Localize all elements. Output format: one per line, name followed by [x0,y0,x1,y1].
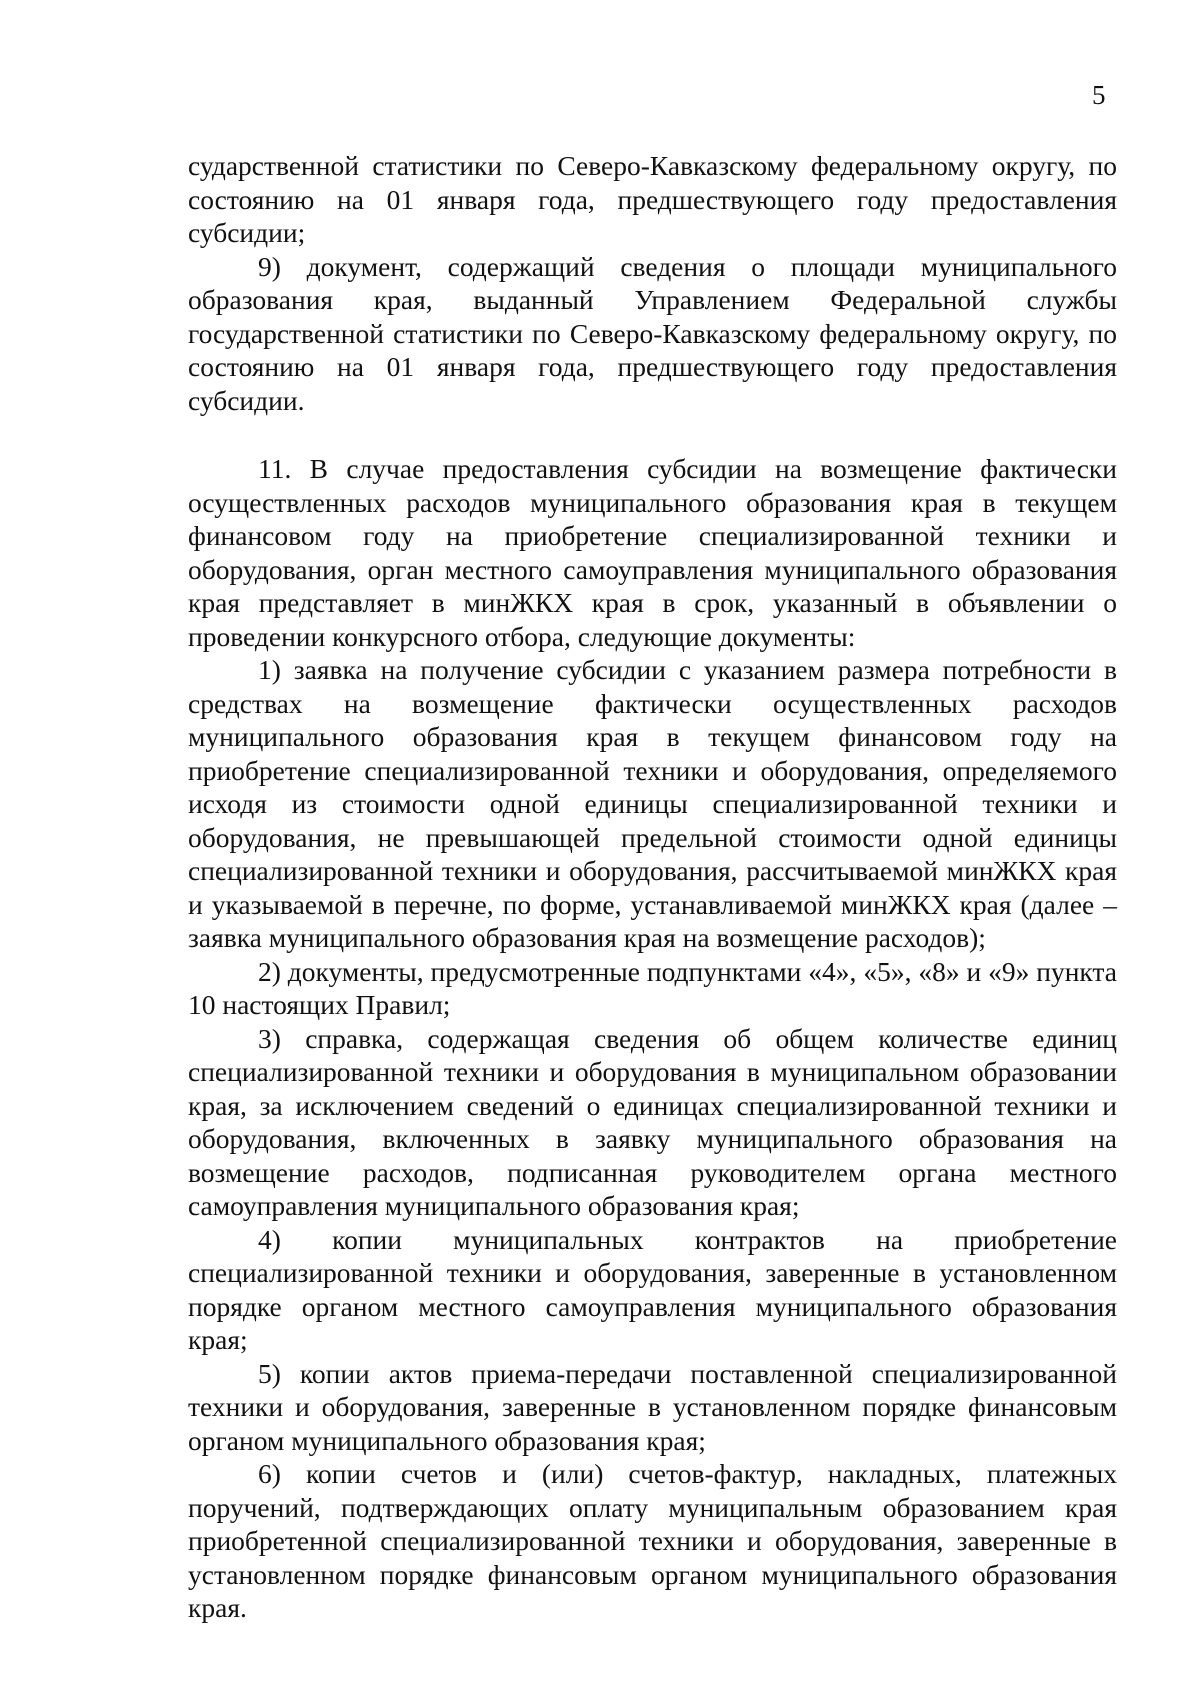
paragraph-item-1: 1) заявка на получение субсидии с указанием размера потребности в средствах на возмещение фактически осуществленных расходов муниципального образования края в текущем финансовом году на приобретение специализированной техники и оборудования, определяемого исходя из стоимости одной единицы специализированной техники и оборудования, не превышающей предельной стоимости одной единицы специализированной техники и оборудования, рассчитываемой минЖКХ края и указываемой в перечне, по форме, устанавливаемой минЖКХ края (далее – заявка муниципального образования края на возмещение расходов); [188,654,1117,953]
paragraph-continuation: сударственной статистики по Северо-Кавказскому федеральному округу, по состоянию на 01 января года, предшествующего году предоставления субсидии; [188,150,1117,248]
paragraph-item-2: 2) документы, предусмотренные подпунктами «4», «5», «8» и «9» пункта 10 настоящих Правил; [188,955,1117,1020]
page-number: 5 [1092,80,1106,110]
paragraph-section-11: 11. В случае предоставления субсидии на возмещение фактически осуществленных расходов муниципального образования края в текущем финансовом году на приобретение специализированной техники и оборудования, орган местного самоуправления муниципального образования края представляет в минЖКХ края в срок, указанный в объявлении о проведении конкурсного отбора, следующие документы: [188,453,1117,652]
paragraph-item-4: 4) копии муниципальных контрактов на приобретение специализированной техники и оборудования, заверенные в установленном порядке органом местного самоуправления муниципального образования края; [188,1223,1117,1355]
paragraph-item-3: 3) справка, содержащая сведения об общем количестве единиц специализированной техники и оборудования в муниципальном образовании края, за исключением сведений о единицах специализированной техники и оборудования, включенных в заявку муниципального образования на возмещение расходов, подписанная руководителем органа местного самоуправления муниципального образования края; [188,1022,1117,1221]
paragraph-item-6: 6) копии счетов и (или) счетов-фактур, накладных, платежных поручений, подтверждающих оплату муниципальным образованием края приобретенной специализированной техники и оборудования, заверенные в установленном порядке финансовым органом муниципального образования края. [188,1458,1117,1623]
document-body [188,149,1117,1625]
paragraph-item-5: 5) копии актов приема-передачи поставленной специализированной техники и оборудования, заверенные в установленном порядке финансовым органом муниципального образования края; [188,1357,1117,1456]
paragraph-item-9: 9) документ, содержащий сведения о площади муниципального образования края, выданный Управлением Федеральной службы государственной статистики по Северо-Кавказскому федеральному округу, по состоянию на 01 января года, предшествующего году предоставления субсидии. [188,250,1117,416]
